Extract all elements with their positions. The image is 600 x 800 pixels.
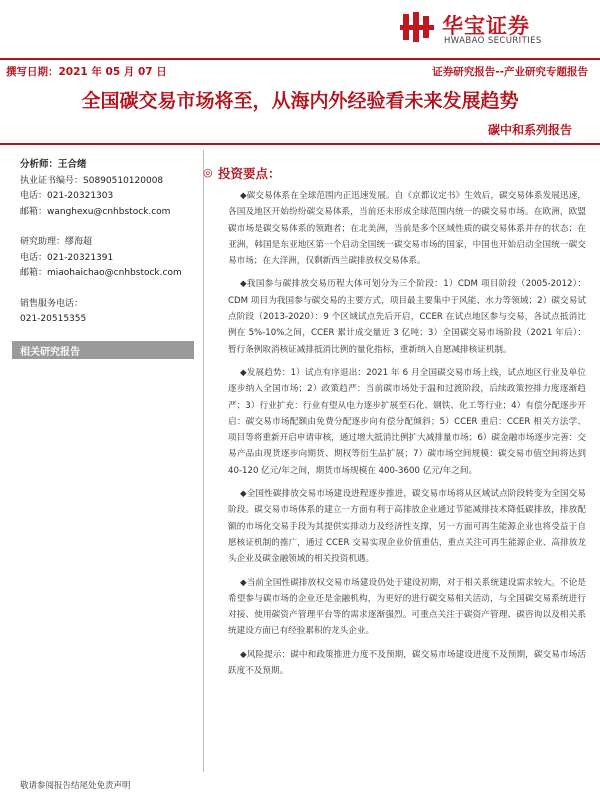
investment-paragraph: ◆发展趋势：1）试点有序退出：2021 年 6 月全国碳交易市场上线，试点地区行业及单位逐步纳入全国市场；2）政策趋严：当前碳市场处于温和过渡阶段，后续政策控排力度逐渐趋严；3）行业扩充：行业有望从电力逐步扩展至石化、钢铁、化工等行业；4）有偿分配逐步开启：碳交易市场配额由免费分配逐步向有偿分配倾斜；5）CCER 重启：CCER 相关方法学、项目等将重新开启申请审核，通过增大抵消比例扩大减排量市场；6）碳金融市场逐步完善：交易产品由现货逐步向期货、期权等衍生品扩展；7）碳市场空间规模：碳交易市值空间将达到 40-120 亿元/年之间，期货市场规模在 400-3600 亿元/年之间。 <box>228 367 586 476</box>
analyst-sidebar <box>20 157 200 328</box>
column-divider <box>203 150 204 772</box>
related-reports-tag <box>12 341 194 359</box>
analyst-name: 分析师：王合绪 <box>20 159 87 170</box>
report-subtitle: 碳中和系列报告 <box>487 123 572 137</box>
brand-name-en: HWABAO SECURITIES <box>444 36 542 46</box>
investment-paragraph: ◆当前全国性碳排放权交易市场建设仍处于建设初期，对于相关系统建设需求较大。不论是希望参与碳市场的企业还是金融机构，为更好的进行碳交易相关活动，与全国碳交易系统进行对接、使用碳资产管理平台等的需求逐渐强烈。可重点关注于碳资产管理、碳咨询以及相关系统建设方面已有经验累积的龙头企业。 <box>228 577 586 637</box>
section-bullet-icon: ◎ <box>203 166 213 179</box>
investment-content <box>228 188 586 686</box>
brand-logo <box>400 6 590 50</box>
investment-heading: 投资要点： <box>218 166 281 181</box>
report-title: 全国碳交易市场将至，从海内外经验看未来发展趋势 <box>81 90 519 112</box>
investment-paragraph: ◆我国参与碳排放交易历程大体可划分为三个阶段：1）CDM 项目阶段（2005-2012）：CDM 项目为我国参与碳交易的主要方式，项目最主要集中于风能、水力等领域；2）碳交易试点阶段（2013-2020）：9 个区域试点先后开启，CCER 在试点地区参与交易，各试点抵消比例在 5%-10%之间，CCER 累计成交量近 3 亿吨；3）全国碳交易市场阶段（2021 年后）：暂行条例取消核证减排抵消比例的量化指标，重新纳入自愿减排核证机制。 <box>228 279 586 355</box>
sales-label: 销售服务电话： <box>20 298 84 309</box>
analyst-email[interactable]: 邮箱：wanghexu@cnhbstock.com <box>20 206 171 217</box>
report-type: 证券研究报告--产业研究专题报告 <box>432 66 588 78</box>
brand-mark-icon <box>400 10 434 44</box>
brand-name-cn: 华宝证券 <box>442 14 530 38</box>
assistant-email[interactable]: 邮箱：miaohaichao@cnhbstock.com <box>20 268 182 278</box>
analyst-phone: 电话：021-20321303 <box>20 191 114 201</box>
investment-paragraph: ◆全国性碳排放交易市场建设进程逐步推进，碳交易市场将从区域试点阶段转变为全国交易阶段。碳交易市场体系的建立一方面有利于高排放企业通过节能减排技术降低碳排放，排放配额的市场化交易手段为其提供实排动力及经济性支撑，另一方面可再生能源企业也将受益于自愿核证机制的推广，通过 CCER 交易实现企业价值重估，重点关注可再生能源企业、高排放龙头企业及碳金融领域的相关投资机遇。 <box>228 489 586 565</box>
analyst-cert: 执业证书编号：S0890510120008 <box>20 175 164 186</box>
disclaimer-note: 敬请参阅报告结尾处免责声明 <box>20 781 131 791</box>
sales-phone: 021-20515355 <box>20 314 87 324</box>
header-divider <box>0 58 600 60</box>
related-reports-label: 相关研究报告 <box>20 347 80 358</box>
assistant-phone: 电话：021-20321391 <box>20 252 114 263</box>
report-date: 撰写日期：2021 年 05 月 07 日 <box>6 66 167 78</box>
assistant-name: 研究助理：缪海超 <box>20 237 93 247</box>
investment-paragraph: ◆风险提示：碳中和政策推进力度不及预期，碳交易市场建设进度不及预期，碳交易市场活跃度不及预期。 <box>228 649 586 677</box>
investment-paragraph: ◆碳交易体系在全球范围内正迅速发展。自《京都议定书》生效后，碳交易体系发展迅速，各国及地区开始纷纷碳交易体系，当前还未形成全球范围内统一的碳交易市场。在欧洲，欧盟碳市场是碳交易体系的领跑者；在北美洲，当前是多个区域性质的碳交易体系并存的状态；在亚洲，韩国是东亚地区第一个启动全国统一碳交易市场的国家，中国也开始启动全国统一碳交易市场；在大洋洲，仅剩新西兰碳排放权交易体系。 <box>228 191 586 267</box>
title-divider <box>0 143 600 145</box>
